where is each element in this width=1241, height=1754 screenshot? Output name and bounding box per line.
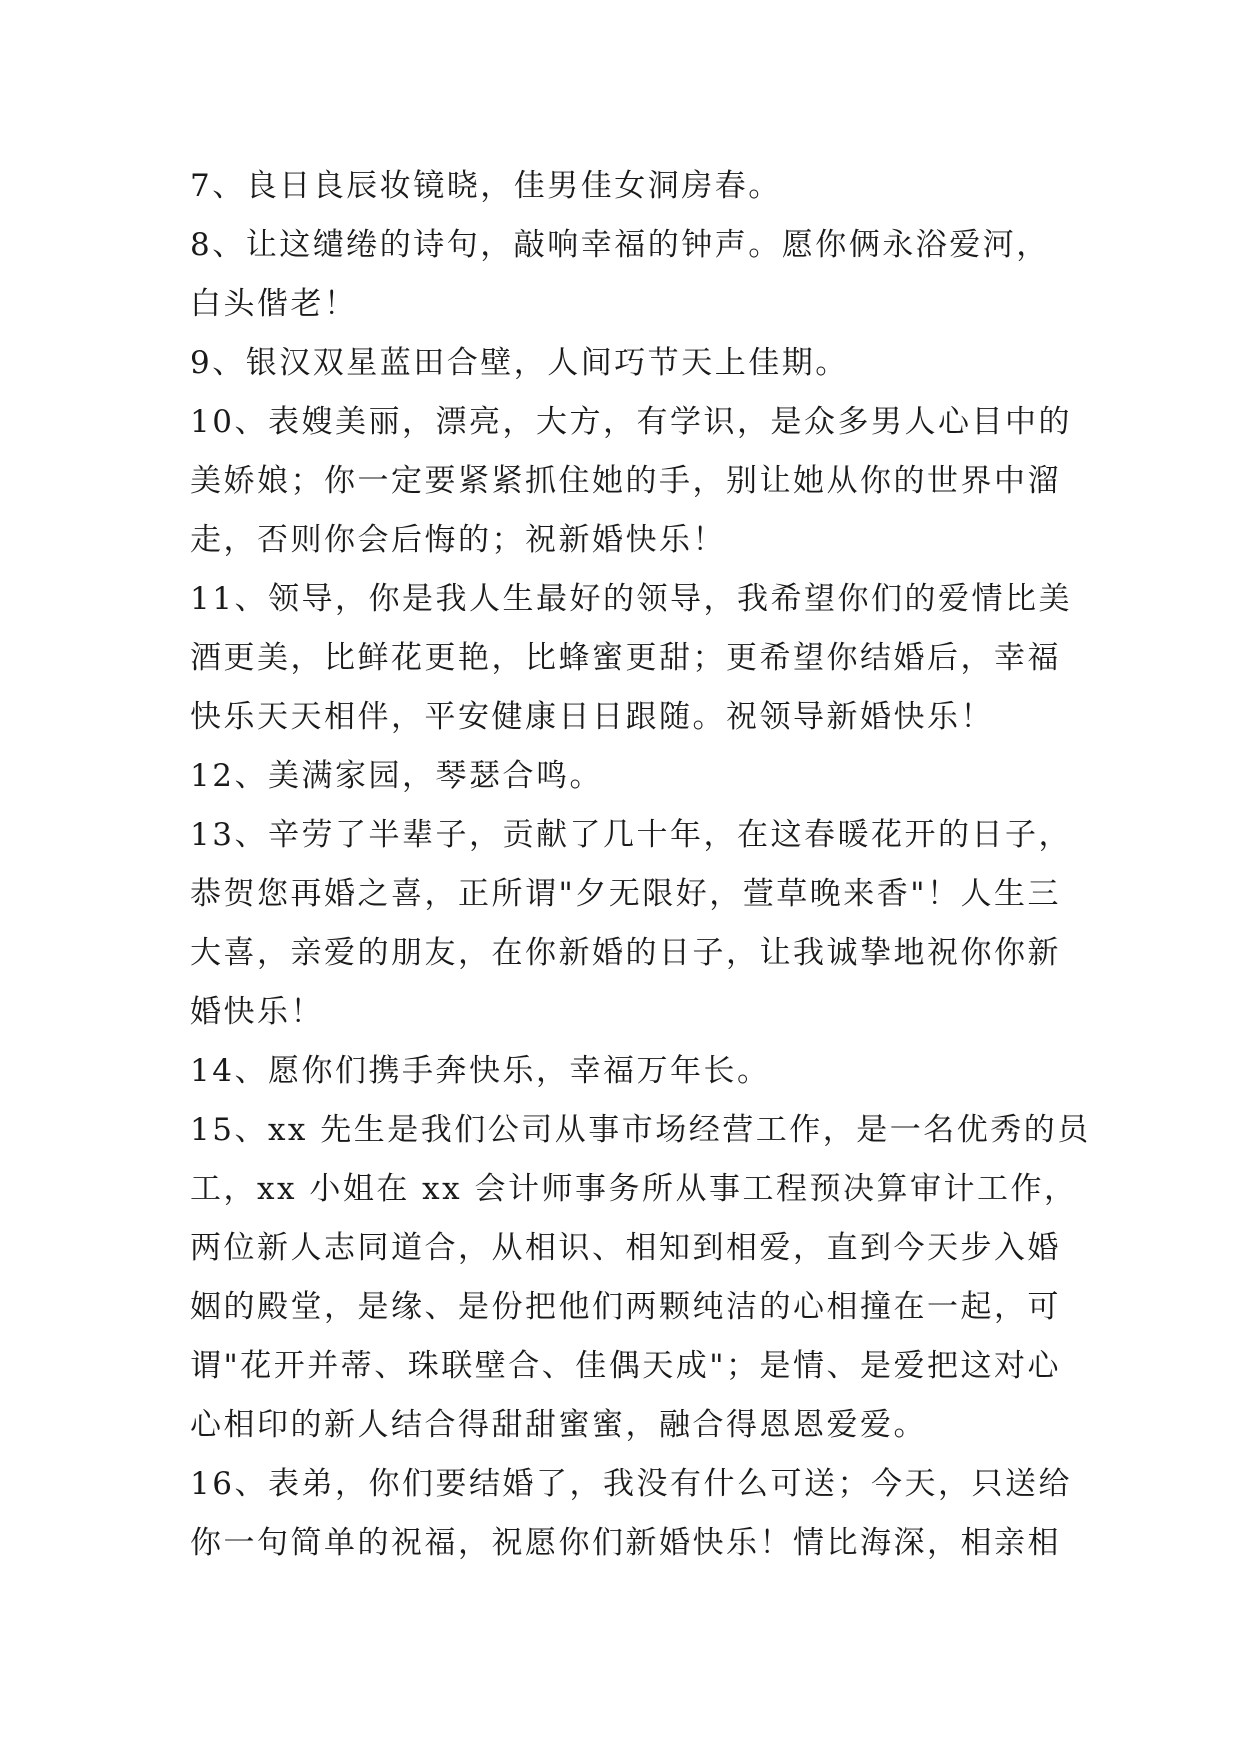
text-line: 快乐天天相伴，平安健康日日跟随。祝领导新婚快乐！ xyxy=(190,699,994,735)
text-line: 工，xx 小姐在 xx 会计师事务所从事工程预决算审计工作， xyxy=(190,1171,1078,1207)
text-line: 两位新人志同道合，从相识、相知到相爱，直到今天步入婚 xyxy=(190,1230,1061,1266)
text-line: 谓"花开并蒂、珠联壁合、佳偶天成"；是情、是爱把这对心 xyxy=(190,1348,1062,1384)
text-line: 美娇娘；你一定要紧紧抓住她的手，别让她从你的世界中溜 xyxy=(190,463,1061,499)
text-line: 酒更美，比鲜花更艳，比蜂蜜更甜；更希望你结婚后，幸福 xyxy=(190,640,1061,676)
text-line: 11、领导，你是我人生最好的领导，我希望你们的爱情比美 xyxy=(190,581,1072,617)
text-line: 15、xx 先生是我们公司从事市场经营工作，是一名优秀的员 xyxy=(190,1112,1091,1148)
text-line: 10、表嫂美丽，漂亮，大方，有学识，是众多男人心目中的 xyxy=(190,404,1072,440)
text-line: 心相印的新人结合得甜甜蜜蜜，融合得恩恩爱爱。 xyxy=(190,1407,927,1443)
text-line: 14、愿你们携手奔快乐，幸福万年长。 xyxy=(190,1053,771,1089)
text-line: 走，否则你会后悔的；祝新婚快乐！ xyxy=(190,522,726,558)
text-line: 7、良日良辰妆镜晓，佳男佳女洞房春。 xyxy=(190,168,782,204)
document-body xyxy=(190,157,1091,1573)
text-line: 9、银汉双星蓝田合壁，人间巧节天上佳期。 xyxy=(190,345,849,381)
text-line: 8、让这缱绻的诗句，敲响幸福的钟声。愿你俩永浴爱河， xyxy=(190,227,1050,263)
text-line: 恭贺您再婚之喜，正所谓"夕无限好，萱草晚来香"！人生三 xyxy=(190,876,1062,912)
text-line: 姻的殿堂，是缘、是份把他们两颗纯洁的心相撞在一起，可 xyxy=(190,1289,1061,1325)
text-line: 婚快乐！ xyxy=(190,994,324,1030)
text-line: 16、表弟，你们要结婚了，我没有什么可送；今天，只送给 xyxy=(190,1466,1072,1502)
text-line: 你一句简单的祝福，祝愿你们新婚快乐！情比海深，相亲相 xyxy=(190,1525,1061,1561)
text-line: 大喜，亲爱的朋友，在你新婚的日子，让我诚挚地祝你你新 xyxy=(190,935,1061,971)
text-line: 白头偕老！ xyxy=(190,286,358,322)
text-line: 13、辛劳了半辈子，贡献了几十年，在这春暖花开的日子， xyxy=(190,817,1072,853)
text-line: 12、美满家园，琴瑟合鸣。 xyxy=(190,758,603,794)
